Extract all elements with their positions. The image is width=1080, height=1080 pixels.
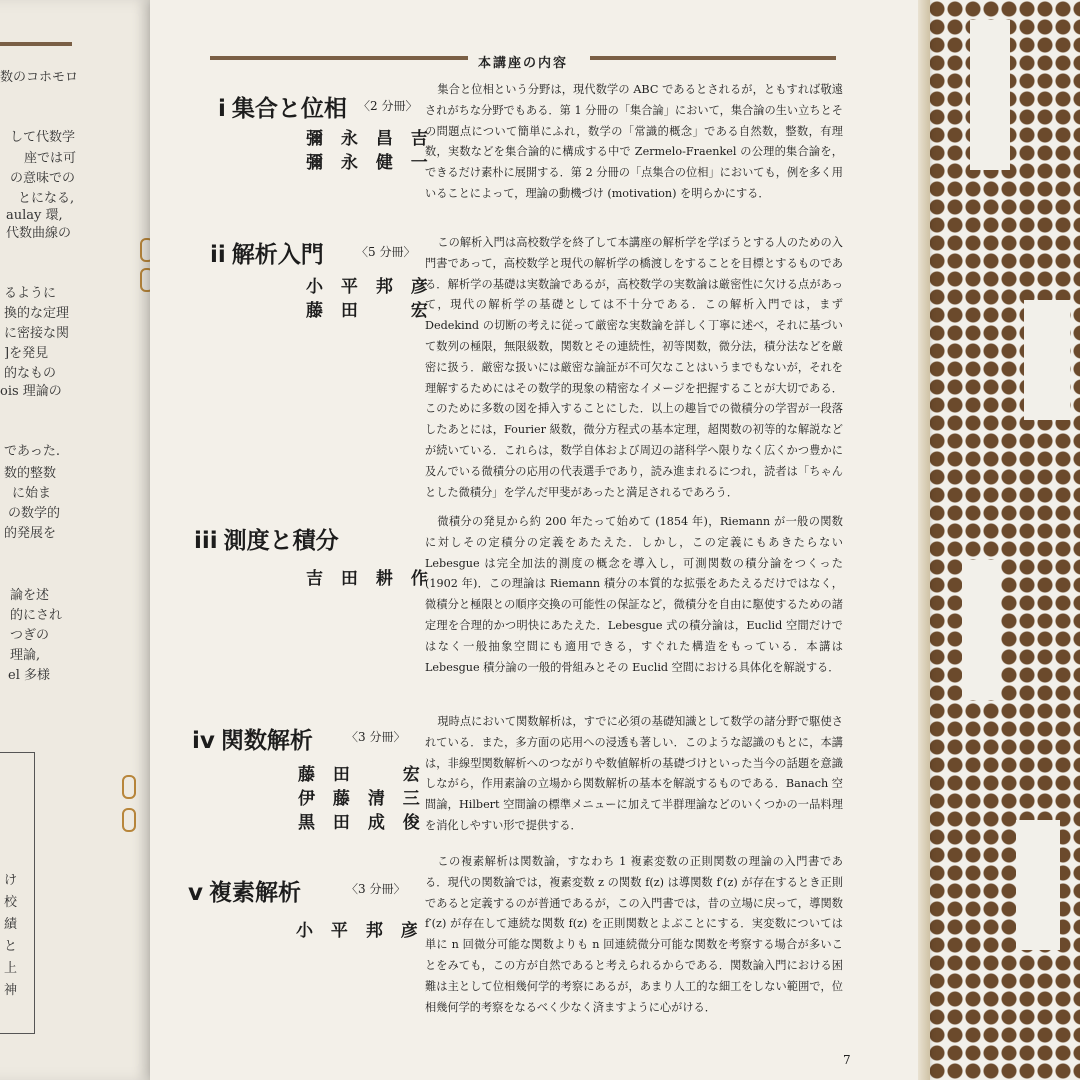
- section-title-text: 複素解析: [209, 880, 301, 906]
- page-edge: [918, 0, 930, 1080]
- left-page-line: 座では可: [24, 151, 77, 166]
- lace-pattern-block: [1024, 300, 1070, 420]
- section-title: [218, 90, 347, 123]
- section-author: 彌 永 昌 吉: [306, 129, 434, 149]
- binding-thread: [122, 808, 136, 832]
- left-page-line: に密接な関: [4, 326, 70, 341]
- left-page-line: 論を述: [10, 588, 50, 603]
- section-number: iii: [194, 528, 218, 554]
- left-box-line: 上: [4, 961, 18, 976]
- left-box-line: と: [4, 939, 18, 954]
- header-rule-right: [590, 56, 836, 60]
- binding-thread: [122, 775, 136, 799]
- left-page-line: 数のコホモロ: [0, 70, 79, 85]
- left-page-line: の数学的: [8, 506, 61, 521]
- section-number: ii: [210, 242, 226, 268]
- left-page-line: るように: [4, 286, 57, 301]
- lace-pattern-block: [1016, 820, 1060, 950]
- section-number: v: [188, 880, 203, 906]
- section-author: 小 平 邦 彦: [306, 277, 434, 297]
- left-page-box: [0, 752, 35, 1034]
- section-body: 集合と位相という分野は，現代数学の ABC であるとされるが，ともすれば敬遠されがちな分野でもある．第 1 分冊の「集合論」において，集合論の生い立ちとその問題点について簡単にふれ，数学の「常識的概念」である自然数，整数，有理数，実数などを集合論的に構成する中で Zermelo-Fraenkel の公理的集合論を，できるだけ素朴に展開する．第 2 分冊の「点集合の位相」においても，例を多く用いることによって，理論の動機づけ (motivation) を明らかにする．: [425, 83, 843, 200]
- section-title-text: 集合と位相: [231, 96, 347, 122]
- section-volumes: 〈2 分冊〉: [358, 99, 418, 113]
- lace-pattern-block: [962, 560, 1000, 700]
- left-page-line: 換的な定理: [4, 306, 70, 321]
- left-page-line: とになる,: [18, 191, 75, 206]
- section-title: [192, 722, 313, 755]
- section-title-text: 測度と積分: [223, 528, 339, 554]
- left-box-line: け: [4, 873, 18, 888]
- section-author: 藤 田 宏: [306, 301, 434, 321]
- section-title: [194, 522, 339, 555]
- section-author: 黒 田 成 俊: [298, 813, 426, 833]
- left-header-rule: [0, 42, 72, 46]
- left-page-line: el 多様: [8, 668, 50, 683]
- left-page-line: 的発展を: [4, 526, 57, 541]
- lace-pattern-block: [970, 20, 1010, 170]
- left-box-line: 績: [4, 917, 18, 932]
- section-volumes: 〈3 分冊〉: [346, 730, 406, 744]
- section-title: [188, 874, 301, 907]
- left-page-line: 数的整数: [4, 466, 57, 481]
- page-header-title: 本講座の内容: [478, 56, 569, 71]
- page-number: 7: [843, 1053, 851, 1067]
- left-page-line: して代数学: [10, 130, 76, 145]
- left-page-line: ois 理論の: [0, 384, 62, 399]
- section-number: i: [218, 96, 226, 122]
- left-page-line: 的なもの: [4, 366, 57, 381]
- left-box-line: 校: [4, 895, 18, 910]
- section-body: 現時点において関数解析は，すでに必須の基礎知識として数学の諸分野で駆使されている．また，多方面の応用への浸透も著しい．このような認識のもとに，本講は，非線型関数解析へのつながりや数値解析の基礎づけといった当今の話題を意識しながら，作用素論の立場から関数解析の基本を解説するものである．Banach 空間論，Hilbert 空間論の標準メニューに加えて半群理論などのいくつかの一品料理を消化しやすい形で提供する．: [425, 715, 843, 832]
- left-page-line: であった.: [4, 444, 61, 459]
- section-body: この解析入門は高校数学を終了して本講座の解析学を学ぼうとする人のための入門書であって，高校数学と現代の解析学の橋渡しをすることを目標とするものである．解析学の基礎は実数論であるが，高校数学の実数論は厳密性に欠ける点があって，現代の解析学の基礎としては不十分である．この解析入門では，まず Dedekind の切断の考えに従って厳密な実数論を詳しく丁寧に述べ，それに基づいて数列の極限，無限級数，関数とその連続性，初等関数，微分法，積分法などを厳密に扱う．厳密な扱いには厳密な論証が不可欠なことはいうまでもないが，それを理解するためにはその数学的現象の精密なイメージを把握することが大切である．このために多数の図を挿入することにした．以上の趣旨での微積分の学習が一段落したあとには，Fourier 級数，微分方程式の基本定理，超関数の初等的な解説などが続いている．これらは，数学自体および周辺の諸科学へ限りなく広くかつ豊かに及んでいる微積分の応用の代表選手であり，読み進まれるにつれ，読者は「ちゃんとした微積分」を学んだ甲斐があったと満足されるであろう．: [425, 236, 843, 499]
- left-page-line: 理論,: [10, 648, 41, 663]
- left-page-line: aulay 環,: [6, 208, 63, 223]
- left-box-line: 神: [4, 983, 18, 998]
- section-volumes: 〈5 分冊〉: [356, 245, 416, 259]
- section-body: この複素解析は関数論，すなわち 1 複素変数の正則関数の理論の入門書である．現代の関数論では，複素変数 z の関数 f(z) は導関数 f′(z) が存在するとき正則であると定義するのが普通であるが，この入門書では，昔の立場に戻って，導関数 f′(z) が存在して連続な関数 f(z) を正則関数とよぶことにする．実変数については単に n 回微分可能な関数よりも n 回連続微分可能な関数を考察する場合が多いことをみても，この方が自然であると考えられるからである．関数論入門における困難は主として位相幾何学的考察にあるが，あまり人工的な細工をしない範囲で，位相幾何学的考察をなるべく少なく済ますように心がける．: [425, 855, 843, 1014]
- left-page-line: の意味での: [10, 171, 76, 186]
- left-page-line: 代数曲線の: [6, 226, 72, 241]
- section-body: 微積分の発見から約 200 年たって始めて (1854 年)，Riemann が一般の関数に対しその定積分の定義をあたえた．しかし，この定義にもあきたらない Lebesgue は完全加法的測度の概念を導入し，可測関数の積分論をつくった (1902 年)．この理論は Riemann 積分の本質的な拡張をあたえるだけではなく，微積分と極限との順序交換の可能性の保証など，微積分を自由に駆使するための諸定理を合理的かつ明快にあたえた．Lebesgue 式の積分論は，Euclid 空間だけではなく一般抽象空間にも適用できる，すぐれた構造をもっている．本講は Lebesgue 積分論の一般的骨組みとその Euclid 空間における具体化を解説する．: [425, 515, 843, 674]
- left-page-line: に始ま: [12, 486, 52, 501]
- section-title: [210, 236, 324, 269]
- section-author: 藤 田 宏: [298, 765, 426, 785]
- left-page-line: ]を発見: [4, 346, 49, 361]
- left-page-line: つぎの: [10, 628, 50, 643]
- section-author: 彌 永 健 一: [306, 153, 434, 173]
- section-volumes: 〈3 分冊〉: [346, 882, 406, 896]
- left-page: [0, 0, 170, 1080]
- section-author: 吉 田 耕 作: [306, 569, 434, 589]
- section-title-text: 関数解析: [220, 728, 313, 754]
- header-rule-left: [210, 56, 468, 60]
- left-page-line: 的にされ: [10, 608, 63, 623]
- section-author: 伊 藤 清 三: [298, 789, 426, 809]
- section-title-text: 解析入門: [231, 242, 324, 268]
- section-number: iv: [192, 728, 215, 754]
- section-author: 小 平 邦 彦: [296, 921, 424, 941]
